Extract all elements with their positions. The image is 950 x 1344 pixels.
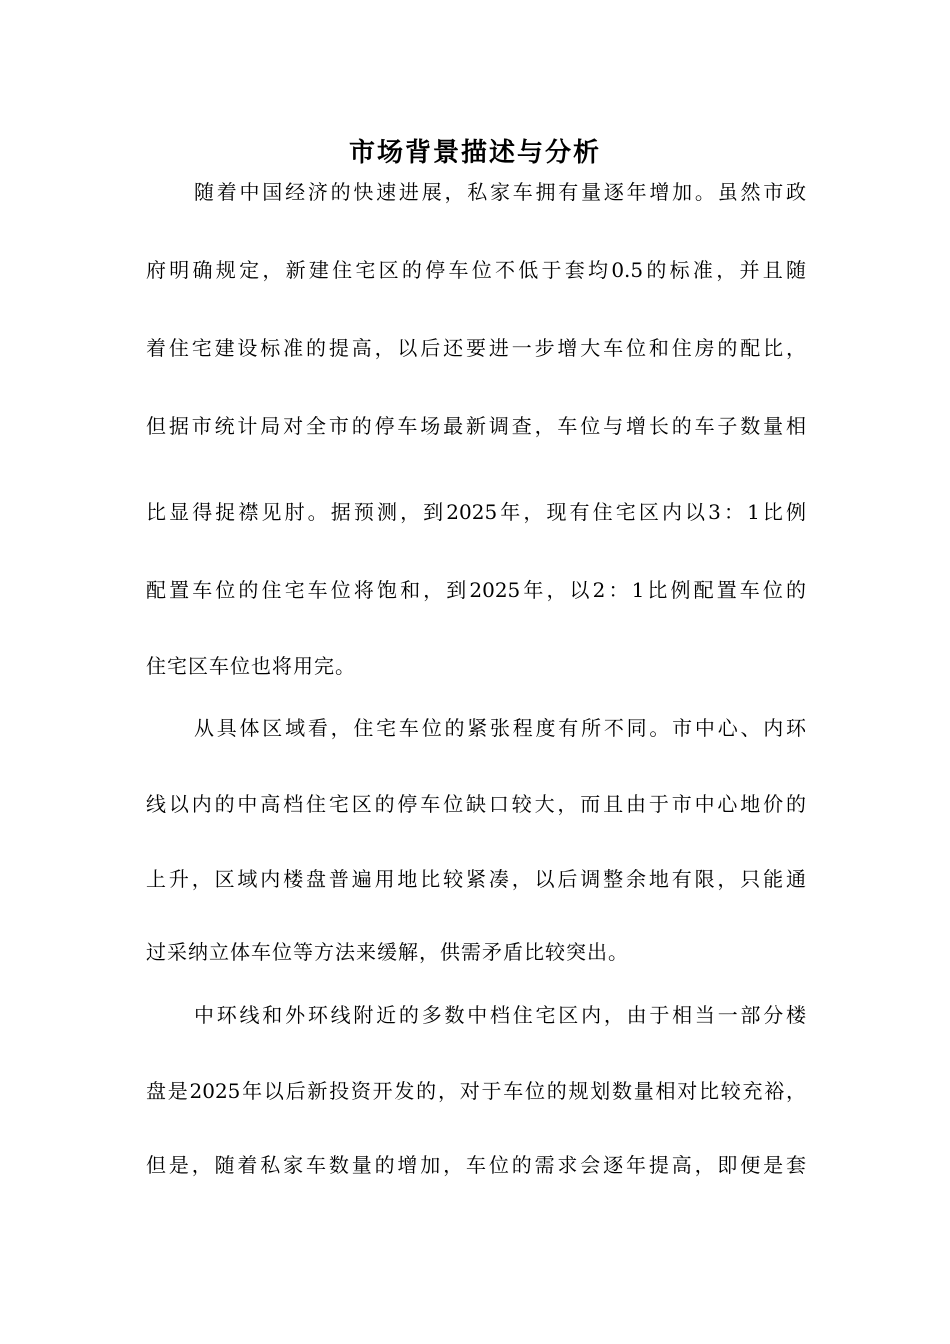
paragraph-2-line-4: 过采纳立体车位等方法来缓解，供需矛盾比较突出。 bbox=[146, 940, 629, 964]
paragraph-3-line-2: 盘是2025年以后新投资开发的，对于车位的规划数量相对比较充裕， bbox=[146, 1079, 806, 1103]
paragraph-2-line-2: 线以内的中高档住宅区的停车位缺口较大，而且由于市中心地价的 bbox=[146, 792, 806, 816]
paragraph-1-line-2: 府明确规定，新建住宅区的停车位不低于套均0.5的标准，并且随 bbox=[146, 258, 806, 282]
paragraph-1-line-7: 住宅区车位也将用完。 bbox=[146, 654, 356, 678]
paragraph-1-line-5: 比显得捉襟见肘。据预测，到2025年，现有住宅区内以3：1比例 bbox=[146, 500, 806, 524]
paragraph-2-line-1: 从具体区域看，住宅车位的紧张程度有所不同。市中心、内环 bbox=[194, 716, 806, 740]
document-title: 市场背景描述与分析 bbox=[348, 138, 601, 168]
paragraph-3-line-3: 但是，随着私家车数量的增加，车位的需求会逐年提高，即便是套 bbox=[146, 1153, 806, 1177]
paragraph-1-line-3: 着住宅建设标准的提高，以后还要进一步增大车位和住房的配比， bbox=[146, 336, 806, 360]
paragraph-3-line-1: 中环线和外环线附近的多数中档住宅区内，由于相当一部分楼 bbox=[194, 1003, 806, 1027]
paragraph-1-line-4: 但据市统计局对全市的停车场最新调查，车位与增长的车子数量相 bbox=[146, 414, 806, 438]
paragraph-2-line-3: 上升，区域内楼盘普遍用地比较紧凑，以后调整余地有限，只能通 bbox=[146, 867, 806, 891]
paragraph-1-line-1: 随着中国经济的快速进展，私家车拥有量逐年增加。虽然市政 bbox=[194, 180, 806, 204]
paragraph-1-line-6: 配置车位的住宅车位将饱和，到2025年，以2：1比例配置车位的 bbox=[146, 578, 806, 602]
